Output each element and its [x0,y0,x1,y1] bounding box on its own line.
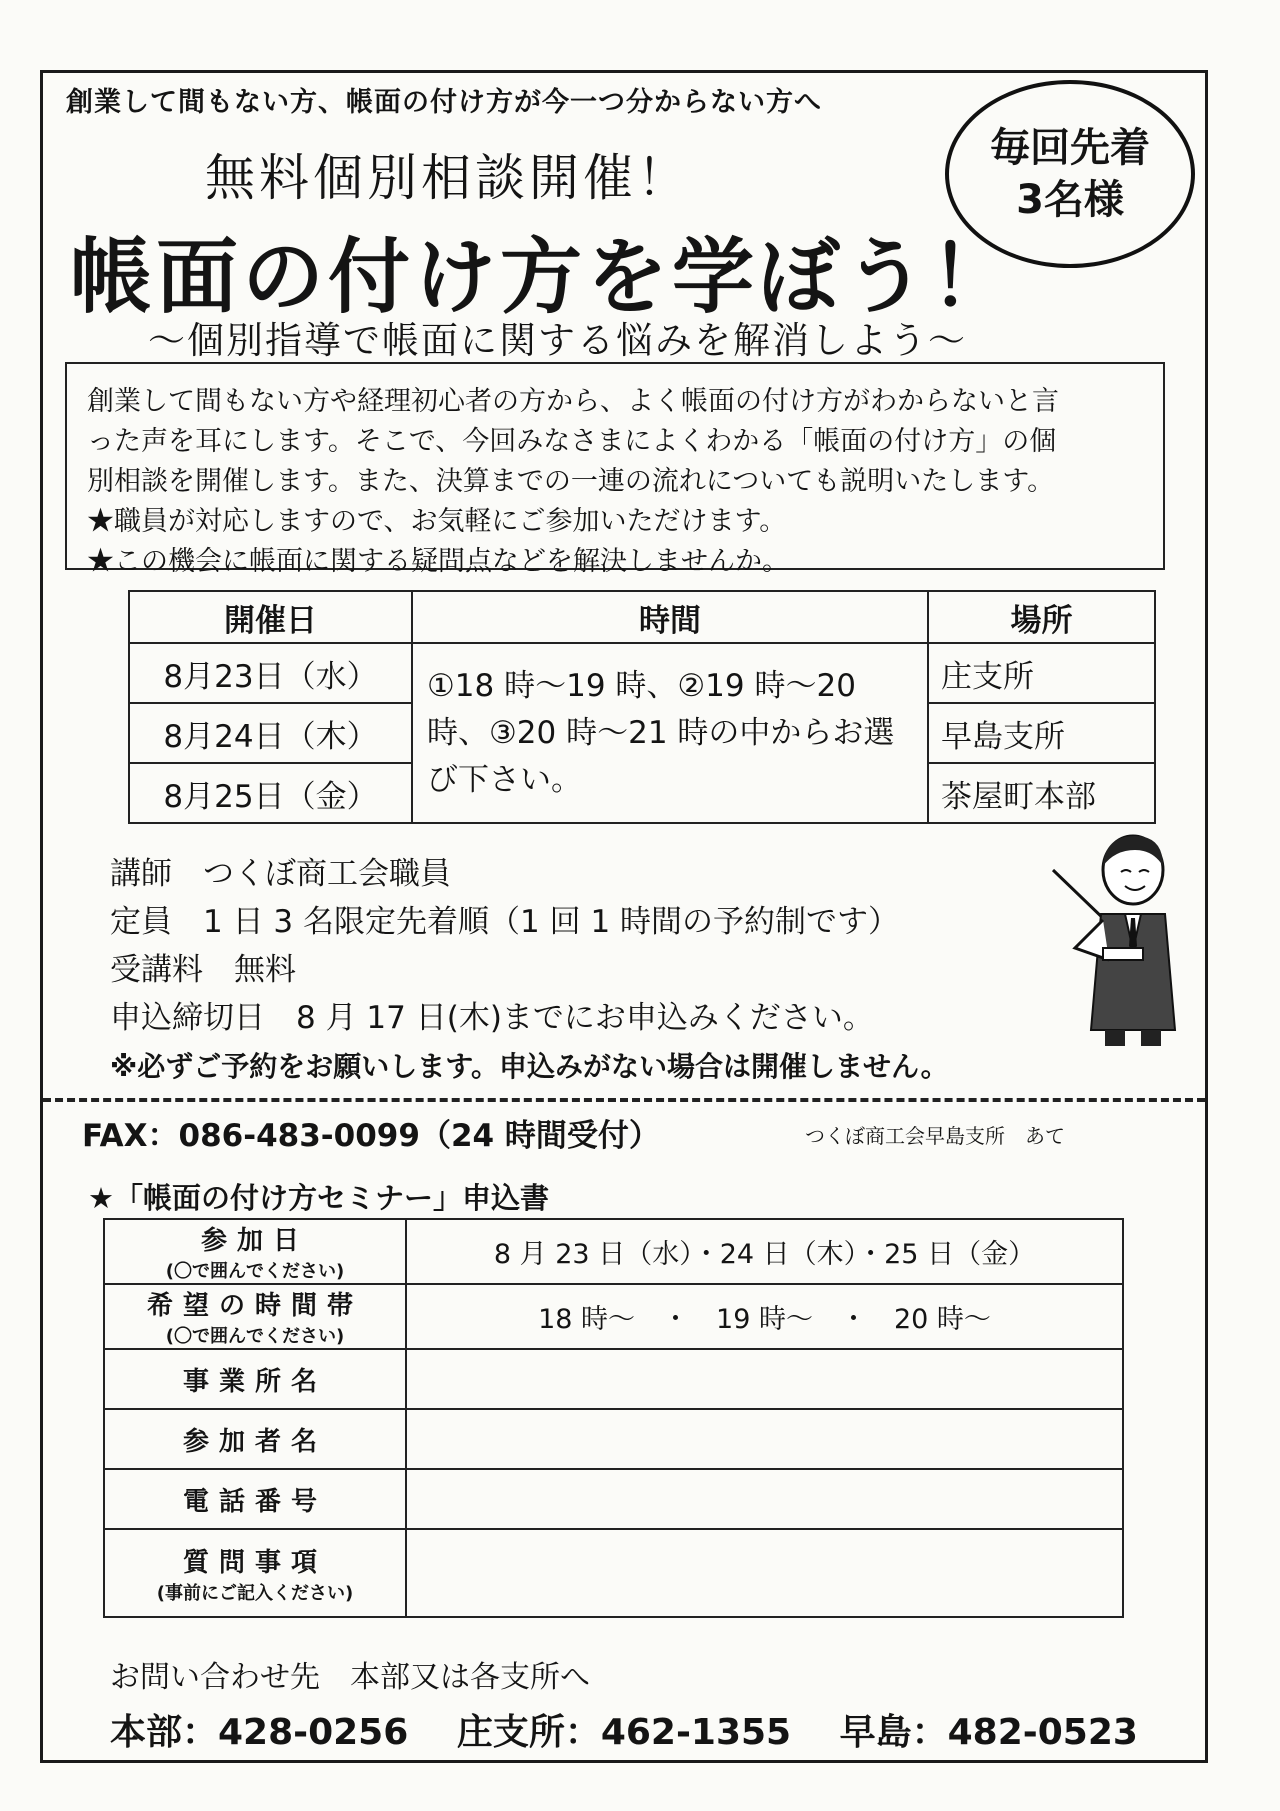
schedule-place: 早島支所 [928,703,1155,763]
intro-line: 創業して間もない方や経理初心者の方から、よく帳面の付け方がわからないと言 [87,386,1059,417]
deadline-line: 申込締切日 8 月 17 日(木)までにお申込みください。 [110,1000,874,1036]
application-form-title: ★「帳面の付け方セミナー」申込書 [88,1181,549,1215]
badge-line-1: 毎回先着 [990,125,1150,171]
form-label: 参加者名 [104,1409,406,1469]
intro-line: ★職員が対応しますので、お気軽にご参加いただけます。 [87,506,787,537]
intro-line: った声を耳にします。そこで、今回みなさまによくわかる「帳面の付け方」の個 [87,426,1057,457]
contact-heading: お問い合わせ先 本部又は各支所へ [110,1660,590,1695]
intro-line: 別相談を開催します。また、決算までの一連の流れについても説明いたします。 [87,466,1055,497]
subtitle: ～個別指導で帳面に関する悩みを解消しよう～ [148,319,967,362]
form-field-time[interactable]: 18 時～ ・ 19 時～ ・ 20 時～ [406,1284,1123,1349]
form-field-questions[interactable] [406,1529,1123,1617]
event-details [110,850,899,1042]
form-label: 質問事項 (事前にご記入ください) [104,1529,406,1617]
form-field-participant-name[interactable] [406,1409,1123,1469]
teacher-with-pointer-icon [1045,830,1195,1054]
form-label: 電話番号 [104,1469,406,1529]
fax-recipient: つくぼ商工会早島支所 あて [805,1124,1065,1148]
instructor-line: 講師 つくぼ商工会職員 [110,856,451,892]
cut-line [43,1098,1205,1102]
schedule-place: 庄支所 [928,643,1155,703]
intro-box [65,362,1165,577]
header-time: 時間 [412,591,928,643]
schedule-date: 8月25日（金） [129,763,412,823]
schedule-time-slots: ①18 時～19 時、②19 時～20 時、③20 時～21 時の中からお選び下さい。 [412,643,928,823]
schedule-place: 茶屋町本部 [928,763,1155,823]
fax-number: FAX：086-483-0099（24 時間受付） [82,1118,660,1154]
form-label: 希望の時間帯 (〇で囲んでください) [104,1284,406,1349]
fee-line: 受講料 無料 [110,952,296,988]
form-field-business-name[interactable] [406,1349,1123,1409]
reservation-notice: ※必ずご予約をお願いします。申込みがない場合は開催しません。 [110,1050,949,1083]
form-field-date[interactable]: 8 月 23 日（水）・24 日（木）・25 日（金） [406,1219,1123,1284]
contact-phones: 本部：428-0256 庄支所：462-1355 早島：482-0523 [110,1712,1138,1753]
header-place: 場所 [928,591,1155,643]
main-title: 帳面の付け方を学ぼう！ [70,230,1017,325]
capacity-line: 定員 1 日 3 名限定先着順（1 回 1 時間の予約制です） [110,904,900,940]
badge-line-2: 3名様 [1016,177,1124,223]
schedule-table [128,590,1156,824]
intro-line: ★この機会に帳面に関する疑問点などを解決しませんか。 [87,546,789,577]
application-form [103,1218,1124,1618]
target-audience-line: 創業して間もない方、帳面の付け方が今一つ分からない方へ [66,87,822,118]
form-label: 事業所名 [104,1349,406,1409]
schedule-date: 8月24日（木） [129,703,412,763]
form-label: 参加日 (〇で囲んでください) [104,1219,406,1284]
event-heading: 無料個別相談開催！ [205,149,691,207]
form-field-phone[interactable] [406,1469,1123,1529]
schedule-date: 8月23日（水） [129,643,412,703]
header-date: 開催日 [129,591,412,643]
